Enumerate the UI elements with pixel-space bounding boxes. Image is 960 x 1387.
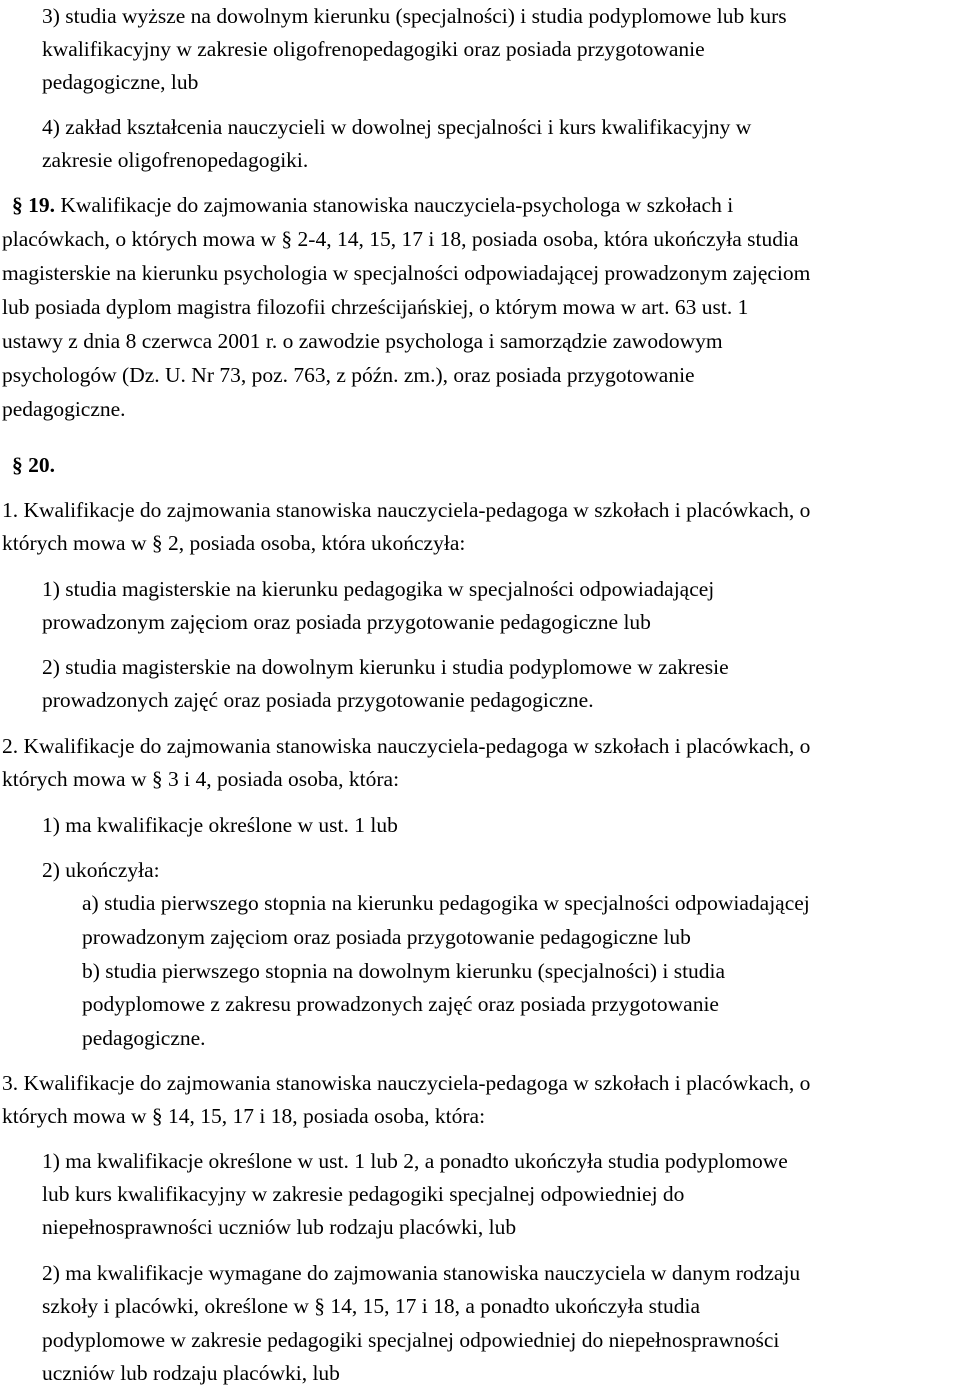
section-20-p3-item-2-line-1: 2) ma kwalifikacje wymagane do zajmowania stanowiska nauczyciela w danym rodzaju	[42, 1261, 801, 1285]
item-3-line-1: 3) studia wyższe na dowolnym kierunku (specjalności) i studia podyplomowe lub kurs	[42, 4, 787, 28]
section-19-line-2: placówkach, o których mowa w § 2-4, 14, 15, 17 i 18, posiada osoba, która ukończyła studia	[2, 227, 799, 251]
section-20-p1-item-2-line-2: prowadzonych zajęć oraz posiada przygotowanie pedagogiczne.	[42, 688, 594, 712]
section-19-line-4: lub posiada dyplom magistra filozofii chrześcijańskiej, o którym mowa w art. 63 ust. 1	[2, 295, 749, 319]
section-20-p1-item-1-line-1: 1) studia magisterskie na kierunku pedagogika w specjalności odpowiadającej	[42, 577, 715, 601]
section-20-p3-item-1-line-2: lub kurs kwalifikacyjny w zakresie pedagogiki specjalnej odpowiedniej do	[42, 1182, 685, 1206]
section-20-p2-item-1: 1) ma kwalifikacje określone w ust. 1 lub	[42, 813, 398, 837]
section-20-p3-item-2-line-2: szkoły i placówki, określone w § 14, 15, 17 i 18, a ponadto ukończyła studia	[42, 1294, 701, 1318]
section-20-p1-line-2: których mowa w § 2, posiada osoba, która ukończyła:	[2, 531, 466, 555]
section-20-p3-line-2: których mowa w § 14, 15, 17 i 18, posiada osoba, która:	[2, 1104, 486, 1128]
section-20-p2-item-a-line-2: prowadzonym zajęciom oraz posiada przygotowanie pedagogiczne lub	[82, 925, 691, 949]
section-19-line-3: magisterskie na kierunku psychologia w specjalności odpowiadającej prowadzonym zajęciom	[2, 261, 811, 285]
item-4-line-2: zakresie oligofrenopedagogiki.	[42, 148, 309, 172]
section-20-p3-item-1-line-3: niepełnosprawności uczniów lub rodzaju placówki, lub	[42, 1215, 517, 1239]
section-19-line-1: Kwalifikacje do zajmowania stanowiska nauczyciela-psychologa w szkołach i	[60, 193, 734, 217]
item-3-line-2: kwalifikacyjny w zakresie oligofrenopedagogiki oraz posiada przygotowanie	[42, 37, 705, 61]
section-19-line-6: psychologów (Dz. U. Nr 73, poz. 763, z późn. zm.), oraz posiada przygotowanie	[2, 363, 695, 387]
section-20-p1-item-2-line-1: 2) studia magisterskie na dowolnym kierunku i studia podyplomowe w zakresie	[42, 655, 729, 679]
section-20-p1-item-1-line-2: prowadzonym zajęciom oraz posiada przygotowanie pedagogiczne lub	[42, 610, 651, 634]
section-20-p2-item-b-line-1: b) studia pierwszego stopnia na dowolnym kierunku (specjalności) i studia	[82, 959, 726, 983]
section-20-p2-item-b-line-2: podyplomowe z zakresu prowadzonych zajęć oraz posiada przygotowanie	[82, 992, 719, 1016]
section-20-p2-item-b-line-3: pedagogiczne.	[82, 1026, 206, 1050]
section-20-p3-item-2-line-3: podyplomowe w zakresie pedagogiki specjalnej odpowiedniej do niepełnosprawności	[42, 1328, 780, 1352]
section-20-p2-line-1: 2. Kwalifikacje do zajmowania stanowiska nauczyciela-pedagoga w szkołach i placówkach, o	[2, 734, 811, 758]
section-20-mark: § 20.	[12, 453, 55, 477]
item-3-line-3: pedagogiczne, lub	[42, 70, 199, 94]
section-19-mark: § 19.	[12, 193, 55, 217]
section-19-line-5: ustawy z dnia 8 czerwca 2001 r. o zawodzie psychologa i samorządzie zawodowym	[2, 329, 723, 353]
section-19-first-line	[12, 195, 733, 217]
item-4-line-1: 4) zakład kształcenia nauczycieli w dowolnej specjalności i kurs kwalifikacyjny w	[42, 115, 752, 139]
section-20-p1-line-1: 1. Kwalifikacje do zajmowania stanowiska nauczyciela-pedagoga w szkołach i placówkach, o	[2, 498, 811, 522]
section-20-p2-item-2: 2) ukończyła:	[42, 858, 160, 882]
section-19-line-7: pedagogiczne.	[2, 397, 126, 421]
section-20-p3-item-2-line-4: uczniów lub rodzaju placówki, lub	[42, 1361, 340, 1385]
section-20-p3-item-1-line-1: 1) ma kwalifikacje określone w ust. 1 lub 2, a ponadto ukończyła studia podyplomowe	[42, 1149, 788, 1173]
section-20-p2-item-a-line-1: a) studia pierwszego stopnia na kierunku pedagogika w specjalności odpowiadającej	[82, 891, 810, 915]
section-20-p3-line-1: 3. Kwalifikacje do zajmowania stanowiska nauczyciela-pedagoga w szkołach i placówkach, o	[2, 1071, 811, 1095]
section-20-p2-line-2: których mowa w § 3 i 4, posiada osoba, która:	[2, 767, 400, 791]
